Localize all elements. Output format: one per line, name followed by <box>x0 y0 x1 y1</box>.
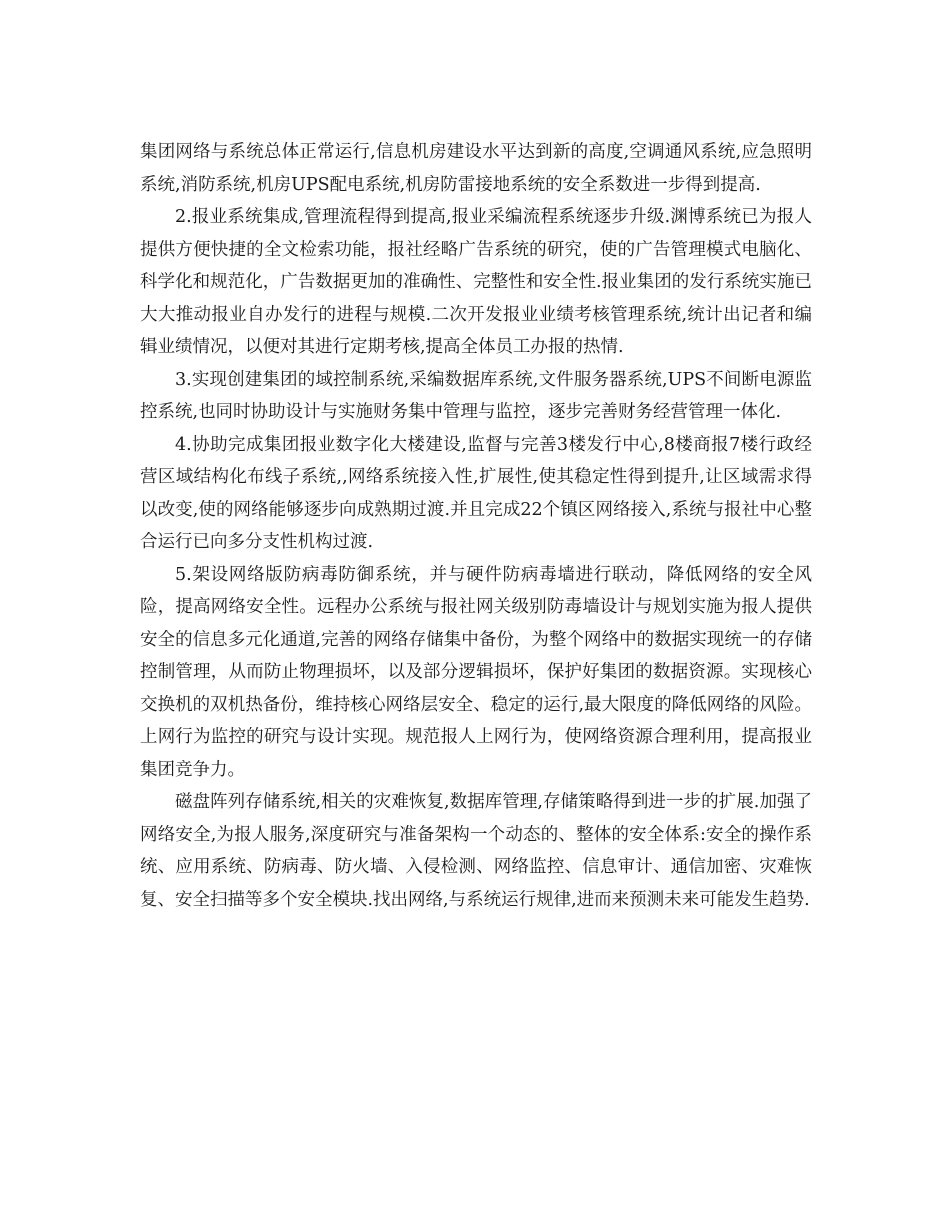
paragraph-item-5: 5.架设网络版防病毒防御系统，并与硬件防病毒墙进行联动，降低网络的安全风险，提高网络安全性。远程办公系统与报社网关级别防毒墙设计与规划实施为报人提供安全的信息多元化通道,完善的网络存储集中备份，为整个网络中的数据实现统一的存储控制管理，从而防止物理损坏，以及部分逻辑损坏，保护好集团的数据资源。实现核心交换机的双机热备份，维持核心网络层安全、稳定的运行,最大限度的降低网络的风险。上网行为监控的研究与设计实现。规范报人上网行为，使网络资源合理利用，提高报业集团竞争力。 <box>140 564 812 780</box>
paragraph-item-4: 4.协助完成集团报业数字化大楼建设,监督与完善3楼发行中心,8楼商报7楼行政经营区域结构化布线子系统,,网络系统接入性,扩展性,使其稳定性得到提升,让区域需求得以改变,使的网络能够逐步向成熟期过渡.并且完成22个镇区网络接入,系统与报社中心整合运行已向多分支性机构过渡. <box>140 434 812 552</box>
paragraph-storage: 磁盘阵列存储系统,相关的灾难恢复,数据库管理,存储策略得到进一步的扩展.加强了网络安全,为报人服务,深度研究与准备架构一个动态的、整体的安全体系:安全的操作系统、应用系统、防病毒、防火墙、入侵检测、网络监控、信息审计、通信加密、灾难恢复、安全扫描等多个安全模块.找出网络,与系统运行规律,进而来预测未来可能发生趋势. <box>140 792 812 910</box>
paragraph-intro: 集团网络与系统总体正常运行,信息机房建设水平达到新的高度,空调通风系统,应急照明系统,消防系统,机房UPS配电系统,机房防雷接地系统的安全系数进一步得到提高. <box>140 142 812 195</box>
paragraph-item-3: 3.实现创建集团的域控制系统,采编数据库系统,文件服务器系统,UPS不间断电源监控系统,也同时协助设计与实施财务集中管理与监控，逐步完善财务经营管理一体化. <box>140 369 812 422</box>
document-body <box>140 136 812 916</box>
paragraph-item-2: 2.报业系统集成,管理流程得到提高,报业采编流程系统逐步升级.渊博系统已为报人提供方便快捷的全文检索功能，报社经略广告系统的研究，使的广告管理模式电脑化、科学化和规范化，广告数据更加的准确性、完整性和安全性.报业集团的发行系统实施已大大推动报业自办发行的进程与规模.二次开发报业业绩考核管理系统,统计出记者和编辑业绩情况，以便对其进行定期考核,提高全体员工办报的热情. <box>140 207 812 357</box>
